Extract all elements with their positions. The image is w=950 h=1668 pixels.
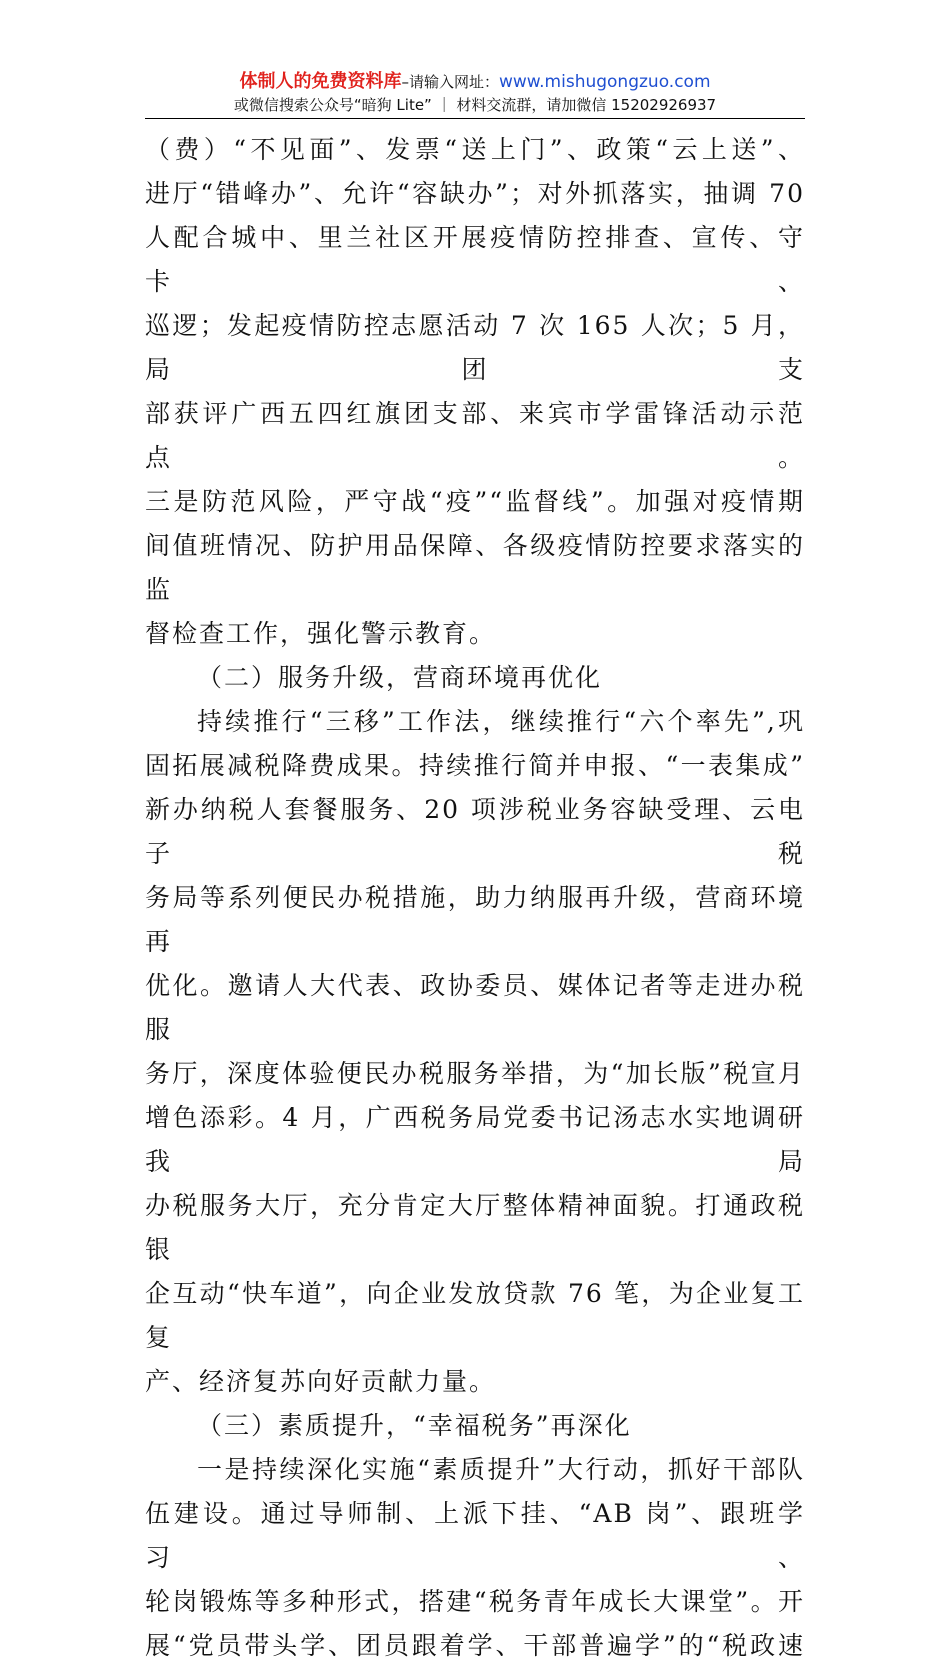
text-line: 轮岗锻炼等多种形式，搭建“税务青年成长大课堂”。开: [145, 1587, 805, 1616]
text-line: 一是持续深化实施“素质提升”大行动，抓好干部队: [197, 1455, 805, 1484]
text-line: 三是防范风险，严守战“疫”“监督线”。加强对疫情期: [145, 487, 805, 516]
text-line: 持续推行“三移”工作法，继续推行“六个率先”,巩: [197, 707, 805, 736]
document-body: [145, 128, 805, 1668]
text-line: 产、经济复苏向好贡献力量。: [145, 1367, 497, 1396]
text-line: 展“党员带头学、团员跟着学、干部普遍学”的“税政速: [145, 1631, 805, 1660]
text-line: 进厅“错峰办”、允许“容缺办”；对外抓落实，抽调 70: [145, 179, 805, 208]
text-line: 务厅，深度体验便民办税服务举措，为“加长版”税宣月: [145, 1059, 805, 1088]
header-line-1: [145, 70, 805, 94]
text-line: 伍建设。通过导师制、上派下挂、“AB 岗”、跟班学习、: [145, 1499, 805, 1572]
page-header: [145, 70, 805, 116]
section-heading: （二）服务升级，营商环境再优化: [197, 663, 603, 692]
text-line: 巡逻；发起疫情防控志愿活动 7 次 165 人次；5 月，局团支: [145, 311, 805, 384]
text-line: （费）“不见面”、发票“送上门”、政策“云上送”、: [145, 135, 805, 164]
text-line: 新办纳税人套餐服务、20 项涉税业务容缺受理、云电子税: [145, 795, 805, 868]
text-line: 办税服务大厅，充分肯定大厅整体精神面貌。打通政税银: [145, 1191, 805, 1264]
header-line-2: 或微信搜索公众号“暗狗 Lite” ｜ 材料交流群，请加微信 15202926937: [233, 96, 717, 114]
text-line: 务局等系列便民办税措施，助力纳服再升级，营商环境再: [145, 883, 805, 956]
text-line: 增色添彩。4 月，广西税务局党委书记汤志水实地调研我局: [145, 1103, 805, 1176]
text-line: 固拓展减税降费成果。持续推行简并申报、“一表集成”: [145, 751, 805, 780]
header-url-link[interactable]: www.mishugongzuo.com: [499, 72, 711, 92]
header-divider: [145, 118, 805, 119]
text-line: 间值班情况、防护用品保障、各级疫情防控要求落实的监: [145, 531, 805, 604]
section-heading: （三）素质提升，“幸福税务”再深化: [197, 1411, 632, 1440]
text-line: 企互动“快车道”，向企业发放贷款 76 笔，为企业复工复: [145, 1279, 805, 1352]
text-line: 督检查工作，强化警示教育。: [145, 619, 497, 648]
header-prompt: –请输入网址：: [401, 73, 499, 91]
header-brand: 体制人的免费资料库: [239, 71, 402, 92]
text-line: 优化。邀请人大代表、政协委员、媒体记者等走进办税服: [145, 971, 805, 1044]
text-line: 人配合城中、里兰社区开展疫情防控排查、宣传、守卡、: [145, 223, 805, 296]
text-line: 部获评广西五四红旗团支部、来宾市学雷锋活动示范点。: [145, 399, 805, 472]
